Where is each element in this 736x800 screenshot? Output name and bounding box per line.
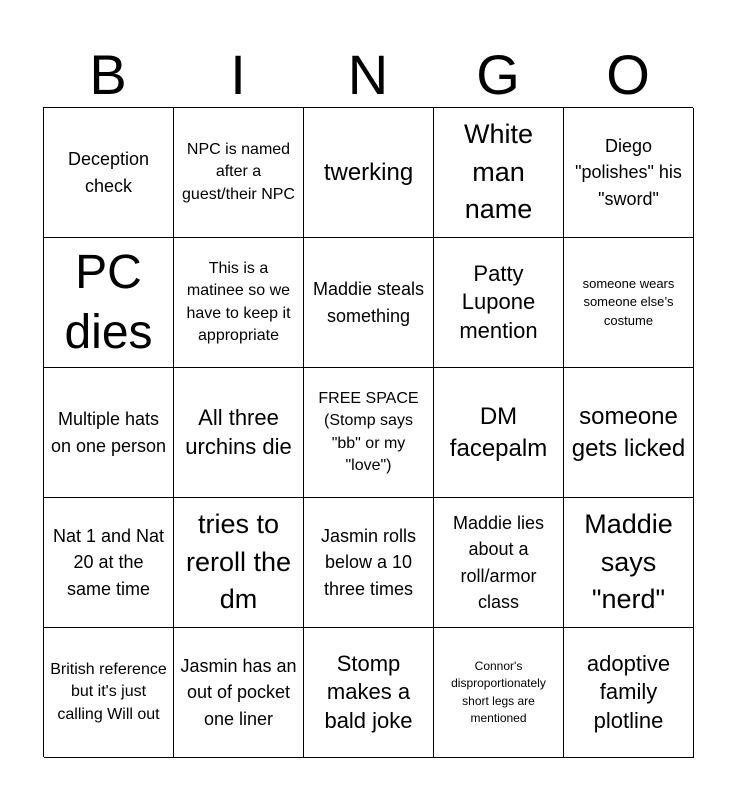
bingo-cell[interactable]: adoptive family plotline <box>564 628 694 758</box>
bingo-cell[interactable]: Jasmin has an out of pocket one liner <box>174 628 304 758</box>
bingo-cell[interactable]: Maddie steals something <box>304 238 434 368</box>
bingo-cell[interactable]: NPC is named after a guest/their NPC <box>174 108 304 238</box>
bingo-cell[interactable]: Maddie lies about a roll/armor class <box>434 498 564 628</box>
bingo-cell[interactable]: twerking <box>304 108 434 238</box>
bingo-cell[interactable]: Connor's disproportionately short legs are mentioned <box>434 628 564 758</box>
bingo-cell[interactable]: Patty Lupone mention <box>434 238 564 368</box>
free-space-cell[interactable]: FREE SPACE (Stomp says "bb" or my "love") <box>304 368 434 498</box>
bingo-card-grid <box>43 107 693 757</box>
bingo-cell[interactable]: DM facepalm <box>434 368 564 498</box>
bingo-cell[interactable]: Deception check <box>44 108 174 238</box>
header-letter-n: N <box>347 43 389 106</box>
bingo-cell[interactable]: Diego "polishes" his "sword" <box>564 108 694 238</box>
header-letter-b: B <box>89 43 127 106</box>
bingo-cell[interactable]: All three urchins die <box>174 368 304 498</box>
bingo-cell[interactable]: This is a matinee so we have to keep it appropriate <box>174 238 304 368</box>
bingo-cell[interactable]: British reference but it's just calling Will out <box>44 628 174 758</box>
bingo-cell[interactable]: Nat 1 and Nat 20 at the same time <box>44 498 174 628</box>
bingo-cell[interactable]: Multiple hats on one person <box>44 368 174 498</box>
header-letter-g: G <box>476 43 520 106</box>
bingo-cell[interactable]: someone wears someone else’s costume <box>564 238 694 368</box>
bingo-cell[interactable]: someone gets licked <box>564 368 694 498</box>
bingo-header <box>43 44 693 106</box>
header-letter-i: I <box>230 43 246 106</box>
bingo-cell[interactable]: White man name <box>434 108 564 238</box>
bingo-cell[interactable]: Stomp makes a bald joke <box>304 628 434 758</box>
bingo-cell[interactable]: Maddie says "nerd" <box>564 498 694 628</box>
bingo-cell[interactable]: Jasmin rolls below a 10 three times <box>304 498 434 628</box>
header-letter-o: O <box>606 43 650 106</box>
bingo-cell[interactable]: PC dies <box>44 238 174 368</box>
bingo-cell[interactable]: tries to reroll the dm <box>174 498 304 628</box>
